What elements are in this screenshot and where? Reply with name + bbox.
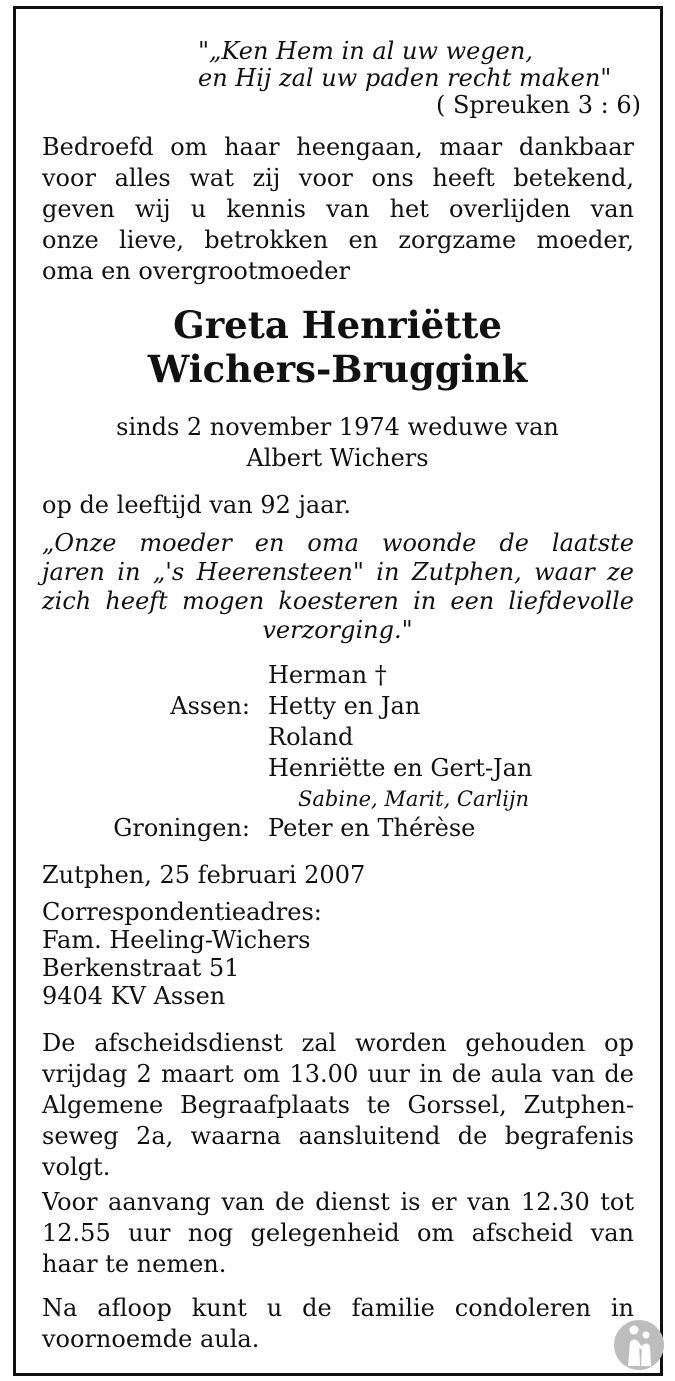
family-city-assen: Assen:	[170, 692, 250, 720]
family-names-3: Roland	[268, 723, 354, 751]
service-line-5: volgt.	[42, 1153, 111, 1181]
viewing-line-1: Voor aanvang van de dienst is er van 12.30 tot	[42, 1188, 634, 1216]
correspondence-name: Fam. Heeling-Wichers	[42, 926, 311, 954]
motto-reference: ( Spreuken 3 : 6)	[436, 91, 642, 119]
intro-line-4: onze lieve, betrokken en zorgzame moeder,	[42, 226, 634, 254]
service-line-3: Algemene Begraafplaats te Gorssel, Zutphen-	[42, 1091, 634, 1119]
deceased-first-names: Greta Henriëtte	[173, 303, 502, 347]
family-names-6: Peter en Thérèse	[268, 814, 476, 842]
motto-line-1: "„Ken Hem in al uw wegen,	[198, 37, 533, 65]
correspondence-label: Correspondentieadres:	[42, 898, 322, 926]
family-city-groningen: Groningen:	[113, 814, 250, 842]
correspondence-street: Berkenstraat 51	[42, 954, 240, 982]
condolence-line-1: Na afloop kunt u de familie condoleren in	[42, 1294, 634, 1322]
motto-line-2: en Hij zal uw paden recht maken"	[198, 64, 612, 92]
family-names-1: Herman †	[268, 661, 387, 689]
place-date: Zutphen, 25 februari 2007	[42, 861, 366, 889]
intro-line-2: voor alles wat zij voor ons heeft betekend,	[42, 164, 634, 192]
intro-line-5: oma en overgrootmoeder	[42, 257, 350, 285]
family-figures-logo	[612, 1318, 666, 1372]
service-line-2: vrijdag 2 maart om 13.00 uur in de aula van de	[42, 1060, 634, 1088]
quote-line-2: jaren in „'s Heerensteen" in Zutphen, waar ze	[42, 558, 634, 586]
family-names-2: Hetty en Jan	[268, 692, 421, 720]
deceased-surname: Wichers-Bruggink	[147, 347, 528, 391]
quote-line-3: zich heeft mogen koesteren in een liefdevolle	[42, 587, 634, 615]
quote-line-1: „Onze moeder en oma woonde de laatste	[42, 529, 634, 557]
intro-line-3: geven wij u kennis van het overlijden van	[42, 195, 634, 223]
age-line: op de leeftijd van 92 jaar.	[42, 491, 351, 519]
intro-line-1: Bedroefd om haar heengaan, maar dankbaar	[42, 133, 634, 161]
quote-line-4: verzorging."	[262, 616, 413, 644]
widow-line-1: sinds 2 november 1974 weduwe van	[116, 413, 559, 441]
family-names-4: Henriëtte en Gert-Jan	[268, 754, 533, 782]
grandchildren-names: Sabine, Marit, Carlijn	[298, 787, 530, 811]
widow-line-2: Albert Wichers	[246, 444, 429, 472]
correspondence-postal: 9404 KV Assen	[42, 982, 226, 1010]
viewing-line-2: 12.55 uur nog gelegenheid om afscheid van	[42, 1219, 634, 1247]
condolence-line-2: voornoemde aula.	[42, 1325, 260, 1353]
service-line-1: De afscheidsdienst zal worden gehouden op	[42, 1029, 634, 1057]
viewing-line-3: haar te nemen.	[42, 1250, 227, 1278]
service-line-4: seweg 2a, waarna aansluitend de begrafenis	[42, 1122, 634, 1150]
